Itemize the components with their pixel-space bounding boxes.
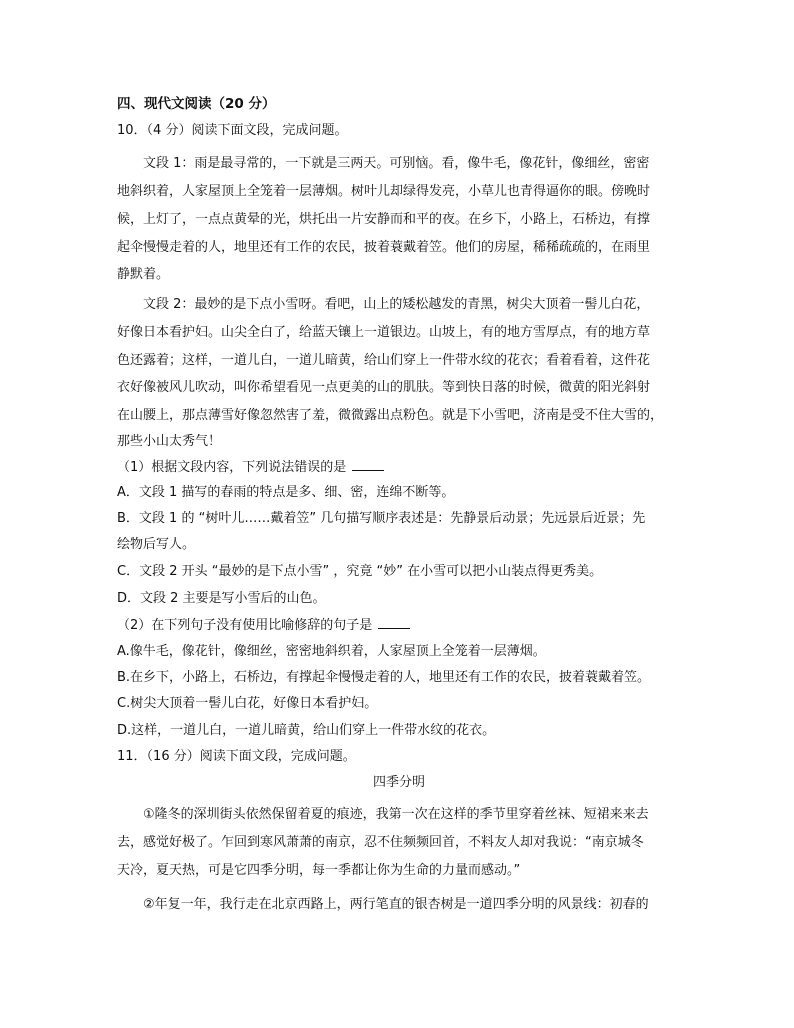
answer-blank[interactable] (352, 457, 384, 471)
option-a: A.像牛毛，像花针，像细丝，密密地斜织着，人家屋顶上全笼着一层薄烟。 (117, 644, 546, 659)
option-a: A．文段 1 描写的春雨的特点是多、细、密，连绵不断等。 (117, 485, 455, 500)
sub-question-1 (117, 457, 681, 478)
option-c: C.树尖大顶着一髻儿白花，好像日本看护妇。 (117, 696, 378, 711)
option-b-continued: 绘物后写人。 (117, 537, 196, 552)
passage2-line: 色还露着；这样，一道儿白，一道儿暗黄，给山们穿上一件带水纹的花衣；看着看着，这件花 (117, 353, 651, 368)
passage1-line: 静默着。 (117, 267, 170, 282)
question-10-stem: 10．（4 分）阅读下面文段，完成问题。 (117, 123, 348, 138)
passage1-line: 地斜织着，人家屋顶上全笼着一层薄烟。树叶儿却绿得发亮，小草儿也青得逼你的眼。傍晚时 (117, 184, 651, 199)
passage2-line: 那些小山太秀气！ (117, 434, 222, 449)
option-b: B．文段 1 的 “树叶儿……戴着笠” 几句描写顺序表述是：先静景后动景；先远景后近景；先 (117, 511, 646, 526)
sub-question-2 (117, 615, 681, 636)
article-paragraph-line: ②年复一年，我行走在北京西路上，两行笔直的银杏树是一道四季分明的风景线：初春的 (143, 897, 649, 912)
option-c: C．文段 2 开头 “最妙的是下点小雪” ，究竟 “妙” 在小雪可以把小山装点得更秀美。 (117, 564, 603, 579)
passage2-line: 在山腰上，那点薄雪好像忽然害了羞，微微露出点粉色。就是下小雪吧，济南是受不住大雪的， (117, 408, 664, 423)
passage2-line: 衣好像被风儿吹动，叫你希望看见一点更美的山的肌肤。等到快日落的时候，微黄的阳光斜射 (117, 380, 651, 395)
passage1-line: 候，上灯了，一点点黄晕的光，烘托出一片安静而和平的夜。在乡下，小路上，石桥边，有撑 (117, 212, 651, 227)
option-b: B.在乡下，小路上，石桥边，有撑起伞慢慢走着的人，地里还有工作的农民，披着蓑戴着笠。 (117, 670, 651, 685)
sub-question-1-stem: （1）根据文段内容，下列说法错误的是 (117, 460, 347, 475)
question-11-stem: 11．（16 分）阅读下面文段，完成问题。 (117, 749, 356, 764)
passage2-line: 好像日本看护妇。山尖全白了，给蓝天镶上一道银边。山坡上，有的地方雪厚点，有的地方草 (117, 325, 651, 340)
section-heading: 四、现代文阅读（20 分） (117, 96, 276, 112)
passage1-line: 文段 1：雨是最寻常的，一下就是三两天。可别恼。看，像牛毛，像花针，像细丝，密密 (143, 156, 650, 171)
article-title: 四季分明 (372, 775, 425, 790)
article-paragraph-line: 去，感觉好极了。乍回到寒风萧萧的南京，忍不住频频回首，不料友人却对我说：“南京城冬 (117, 835, 644, 850)
answer-blank[interactable] (378, 615, 410, 629)
option-d: D．文段 2 主要是写小雪后的山色。 (117, 591, 326, 606)
sub-question-2-stem: （2）在下列句子没有使用比喻修辞的句子是 (117, 618, 373, 633)
option-d: D.这样，一道儿白，一道儿暗黄，给山们穿上一件带水纹的花衣。 (117, 723, 496, 738)
article-paragraph-line: ①隆冬的深圳街头依然保留着夏的痕迹，我第一次在这样的季节里穿着丝袜、短裙来来去 (143, 807, 649, 822)
article-paragraph-line: 天冷，夏天热，可是它四季分明，每一季都让你为生命的力量而感动。” (117, 863, 521, 878)
passage2-line: 文段 2：最妙的是下点小雪呀。看吧，山上的矮松越发的青黑，树尖大顶着一髻儿白花， (143, 297, 650, 312)
passage1-line: 起伞慢慢走着的人，地里还有工作的农民，披着蓑戴着笠。他们的房屋，稀稀疏疏的，在雨里 (117, 240, 651, 255)
